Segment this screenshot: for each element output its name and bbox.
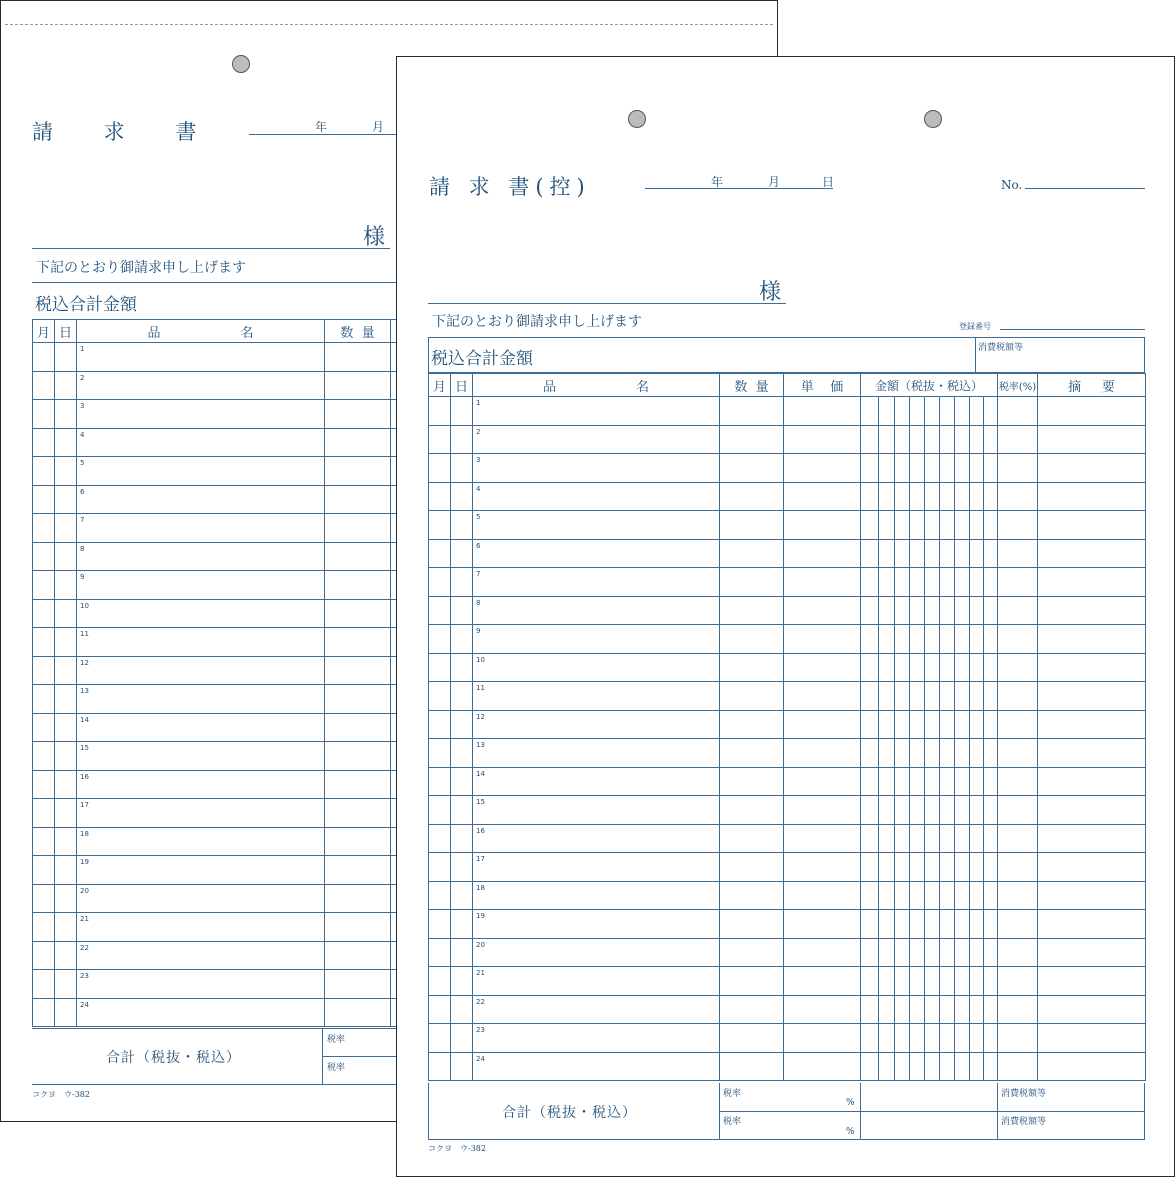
table-row — [429, 653, 1146, 682]
request-message: 下記のとおり御請求申し上げます — [432, 314, 642, 330]
row-number: 6 — [476, 541, 481, 550]
honorific-label: 様 — [363, 225, 386, 250]
row-number: 3 — [476, 456, 481, 464]
table-row — [429, 739, 1146, 768]
total-amount-label: 税込合計金額 — [431, 349, 533, 369]
row-number: 6 — [80, 487, 85, 496]
summary-header: 摘 要 — [1038, 374, 1146, 397]
row-number: 12 — [476, 712, 485, 721]
row-number: 22 — [476, 997, 485, 1006]
table-row — [429, 425, 1146, 454]
row-number: 5 — [476, 513, 481, 521]
month-header: 月 — [33, 320, 55, 343]
row-number: 4 — [476, 484, 481, 493]
row-number: 15 — [80, 744, 89, 752]
row-number: 17 — [476, 855, 485, 863]
table-row — [429, 824, 1146, 853]
table-row — [429, 1024, 1146, 1053]
row-number: 22 — [80, 943, 89, 952]
row-number: 8 — [80, 544, 85, 553]
row-number: 20 — [476, 940, 485, 949]
table-row — [33, 685, 403, 714]
table-row — [33, 485, 403, 514]
row-number: 17 — [80, 801, 89, 809]
table-row — [429, 625, 1146, 654]
table-row — [429, 853, 1146, 882]
table-row — [429, 767, 1146, 796]
recipient-underline — [32, 248, 390, 249]
sum-label: 合計（税抜・税込） — [106, 1050, 241, 1066]
row-number: 14 — [80, 715, 89, 724]
number-label: No. — [1001, 178, 1023, 192]
row-number: 2 — [80, 373, 85, 382]
binding-hole — [232, 55, 250, 73]
table-row — [33, 856, 403, 885]
table-row — [33, 742, 403, 771]
day-header: 日 — [55, 320, 77, 343]
row-number: 4 — [80, 430, 85, 439]
sum-label: 合計（税抜・税込） — [502, 1105, 637, 1121]
product-code: コクヨ ウ-382 — [32, 1090, 90, 1099]
items-table — [428, 373, 1146, 1081]
table-row — [429, 938, 1146, 967]
registration-number-label: 登録番号 — [959, 322, 991, 331]
row-number: 12 — [80, 658, 89, 667]
table-row — [429, 454, 1146, 483]
total-amount-label: 税込合計金額 — [35, 295, 137, 315]
table-row — [33, 371, 403, 400]
row-number: 8 — [476, 598, 481, 607]
total-top-line — [32, 282, 402, 283]
row-number: 11 — [80, 630, 89, 638]
consumption-tax-label: 消費税額等 — [978, 343, 1024, 353]
row-number: 2 — [476, 427, 481, 436]
table-row — [429, 568, 1146, 597]
honorific-label: 様 — [759, 280, 782, 305]
items-table — [32, 319, 403, 1027]
perforation-line — [5, 24, 773, 25]
tax-rate-label-1: 税率 — [723, 1089, 742, 1099]
table-row — [429, 511, 1146, 540]
table-row — [429, 967, 1146, 996]
tax-rate-header: 税率(%) — [998, 374, 1038, 397]
binding-hole-left — [628, 110, 646, 128]
table-row — [33, 713, 403, 742]
row-number: 24 — [476, 1054, 485, 1063]
row-number: 5 — [80, 459, 85, 467]
table-row — [33, 542, 403, 571]
table-row — [429, 1052, 1146, 1081]
day-header: 日 — [451, 374, 473, 397]
invoice-copy-title: 請 求 書(控) — [429, 175, 591, 199]
row-number: 1 — [80, 345, 85, 353]
row-number: 20 — [80, 886, 89, 895]
row-number: 13 — [476, 741, 485, 749]
table-row — [33, 343, 403, 372]
qty-header: 数 量 — [325, 320, 391, 343]
table-row — [33, 628, 403, 657]
row-number: 11 — [476, 684, 485, 692]
product-code: コクヨ ウ-382 — [428, 1144, 486, 1153]
table-row — [429, 596, 1146, 625]
row-number: 24 — [80, 1000, 89, 1009]
row-number: 9 — [80, 573, 85, 581]
row-number: 16 — [476, 826, 485, 835]
tax-rate-label-2: 税率 — [327, 1063, 346, 1073]
row-number: 21 — [476, 969, 485, 977]
invoice-sheet-copy — [396, 56, 1175, 1177]
row-number: 23 — [476, 1026, 485, 1034]
table-row — [429, 881, 1146, 910]
row-number: 16 — [80, 772, 89, 781]
table-row — [33, 770, 403, 799]
row-number: 10 — [80, 601, 89, 610]
row-number: 10 — [476, 655, 485, 664]
table-row — [33, 913, 403, 942]
row-number: 9 — [476, 627, 481, 635]
table-row — [33, 599, 403, 628]
binding-hole-right — [924, 110, 942, 128]
registration-number-underline — [1000, 329, 1145, 330]
recipient-underline — [428, 303, 786, 304]
invoice-title: 請 求 書 — [32, 120, 219, 144]
table-row — [429, 482, 1146, 511]
sum-top-line — [32, 1028, 402, 1029]
table-row — [33, 656, 403, 685]
row-number: 23 — [80, 972, 89, 980]
date-year-label: 年 — [711, 175, 724, 189]
month-header: 月 — [429, 374, 451, 397]
table-row — [33, 400, 403, 429]
percent-label-1: % — [846, 1098, 855, 1108]
total-box — [428, 337, 1145, 373]
table-row — [33, 514, 403, 543]
row-number: 1 — [476, 399, 481, 407]
row-number: 18 — [80, 829, 89, 838]
table-row — [429, 397, 1146, 426]
table-row — [429, 682, 1146, 711]
request-message: 下記のとおり御請求申し上げます — [36, 260, 246, 276]
table-row — [429, 796, 1146, 825]
date-day-label: 日 — [822, 175, 835, 189]
table-row — [33, 457, 403, 486]
row-number: 7 — [80, 516, 85, 524]
row-number: 18 — [476, 883, 485, 892]
date-month-label: 月 — [372, 120, 385, 134]
table-row — [429, 539, 1146, 568]
table-row — [33, 799, 403, 828]
table-row — [33, 998, 403, 1027]
amount-header: 金額（税抜・税込） — [861, 374, 998, 397]
row-number: 19 — [80, 858, 89, 866]
percent-label-2: % — [846, 1127, 855, 1137]
table-row — [33, 827, 403, 856]
qty-header: 数 量 — [720, 374, 784, 397]
tax-rate-label-2: 税率 — [723, 1117, 742, 1127]
tax-amount-label-1: 消費税額等 — [1001, 1089, 1047, 1099]
item-header: 品 名 — [77, 320, 325, 343]
tax-amount-label-2: 消費税額等 — [1001, 1117, 1047, 1127]
table-row — [33, 884, 403, 913]
tax-rate-label-1: 税率 — [327, 1035, 346, 1045]
row-number: 21 — [80, 915, 89, 923]
row-number: 3 — [80, 402, 85, 410]
table-row — [33, 428, 403, 457]
table-row — [33, 571, 403, 600]
number-underline — [1025, 188, 1145, 189]
unit-price-header: 単 価 — [784, 374, 861, 397]
date-month-label: 月 — [768, 175, 781, 189]
row-number: 13 — [80, 687, 89, 695]
row-number: 15 — [476, 798, 485, 806]
table-row — [33, 970, 403, 999]
date-underline — [645, 188, 833, 189]
row-number: 14 — [476, 769, 485, 778]
table-row — [429, 910, 1146, 939]
date-year-label: 年 — [315, 120, 328, 134]
row-number: 19 — [476, 912, 485, 920]
table-row — [33, 941, 403, 970]
table-row — [429, 995, 1146, 1024]
table-row — [429, 710, 1146, 739]
item-header: 品 名 — [473, 374, 720, 397]
row-number: 7 — [476, 570, 481, 578]
